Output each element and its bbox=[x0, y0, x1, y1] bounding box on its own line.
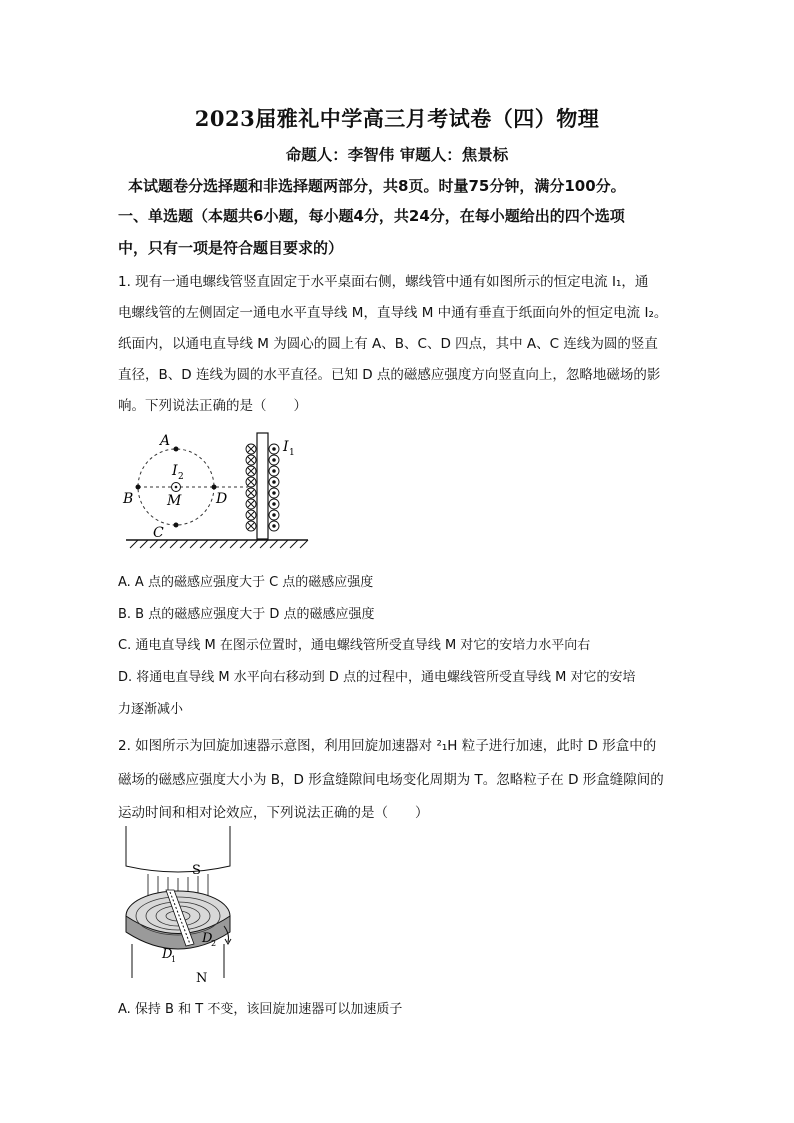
q1-option-b: B. B 点的磁感应强度大于 D 点的磁感应强度 bbox=[118, 607, 375, 622]
table-hatching bbox=[130, 540, 308, 548]
q1-text-line: 直径，B、D 连线为圆的水平直径。已知 D 点的磁感应强度方向竖直向上，忽略地磁场的影 bbox=[118, 367, 661, 383]
solenoid-core bbox=[257, 433, 268, 539]
solenoid-right-coils bbox=[269, 444, 279, 531]
label-s: S bbox=[192, 863, 201, 878]
label-b: B bbox=[123, 491, 134, 507]
exam-intro: 本试题卷分选择题和非选择题两部分，共8页。时量75分钟，满分100分。 bbox=[128, 177, 626, 195]
label-d1: D bbox=[162, 947, 173, 962]
q1-text-line: 电螺线管的左侧固定一通电水平直导线 M，直导线 M 中通有垂直于纸面向外的恒定电流 I₂。 bbox=[118, 305, 668, 321]
point-d bbox=[212, 485, 217, 490]
label-n: N bbox=[196, 971, 208, 986]
q2-cyclotron-figure bbox=[118, 826, 248, 986]
point-c bbox=[174, 523, 179, 528]
label-i1-sub: 1 bbox=[289, 448, 295, 458]
label-i2-sub: 2 bbox=[178, 472, 184, 482]
q1-text-line: 响。下列说法正确的是（ ） bbox=[118, 398, 307, 414]
section-heading-line1: 一、单选题（本题共6小题，每小题4分，共24分，在每小题给出的四个选项 bbox=[118, 207, 625, 225]
magnet-south-pole bbox=[126, 826, 230, 872]
q1-text-line: 纸面内，以通电直导线 M 为圆心的圆上有 A、B、C、D 四点，其中 A、C 连线为圆的竖直 bbox=[118, 336, 658, 352]
label-d1-sub: 1 bbox=[171, 955, 177, 964]
q1-option-d-cont: 力逐渐减小 bbox=[118, 702, 184, 717]
label-m: M bbox=[167, 493, 182, 509]
q2-text-line: 磁场的磁感应强度大小为 B，D 形盒缝隙间电场变化周期为 T。忽略粒子在 D 形盒缝隙间的 bbox=[118, 772, 664, 788]
q2-text-line: 2. 如图所示为回旋加速器示意图，利用回旋加速器对 ²₁H 粒子进行加速，此时 D 形盒中的 bbox=[118, 738, 657, 754]
q1-option-c: C. 通电直导线 M 在图示位置时，通电螺线管所受直导线 M 对它的安培力水平向右 bbox=[118, 638, 591, 653]
q1-option-a: A. A 点的磁感应强度大于 C 点的磁感应强度 bbox=[118, 575, 374, 590]
exam-title: 2023届雅礼中学高三月考试卷（四）物理 bbox=[194, 106, 600, 131]
authors-line: 命题人：李智伟 审题人：焦景标 bbox=[285, 146, 509, 164]
q1-option-d: D. 将通电直导线 M 水平向右移动到 D 点的过程中，通电螺线管所受直导线 M 对它的安培 bbox=[118, 670, 636, 685]
label-a: A bbox=[160, 433, 171, 449]
label-d2: D bbox=[202, 931, 213, 946]
point-b bbox=[136, 485, 141, 490]
q2-text-line: 运动时间和相对论效应，下列说法正确的是（ ） bbox=[118, 805, 429, 821]
label-d2-sub: 2 bbox=[211, 939, 217, 948]
label-d: D bbox=[216, 491, 228, 507]
q1-text-line: 1. 现有一通电螺线管竖直固定于水平桌面右侧，螺线管中通有如图所示的恒定电流 I₁，通 bbox=[118, 274, 649, 290]
point-a bbox=[174, 447, 179, 452]
q2-option-a: A. 保持 B 和 T 不变，该回旋加速器可以加速质子 bbox=[118, 1002, 403, 1017]
label-c: C bbox=[153, 525, 164, 541]
q1-solenoid-figure bbox=[118, 425, 318, 550]
label-i1: I bbox=[283, 439, 289, 455]
label-i2: I bbox=[172, 463, 178, 479]
section-heading-line2: 中，只有一项是符合题目要求的） bbox=[118, 239, 344, 257]
